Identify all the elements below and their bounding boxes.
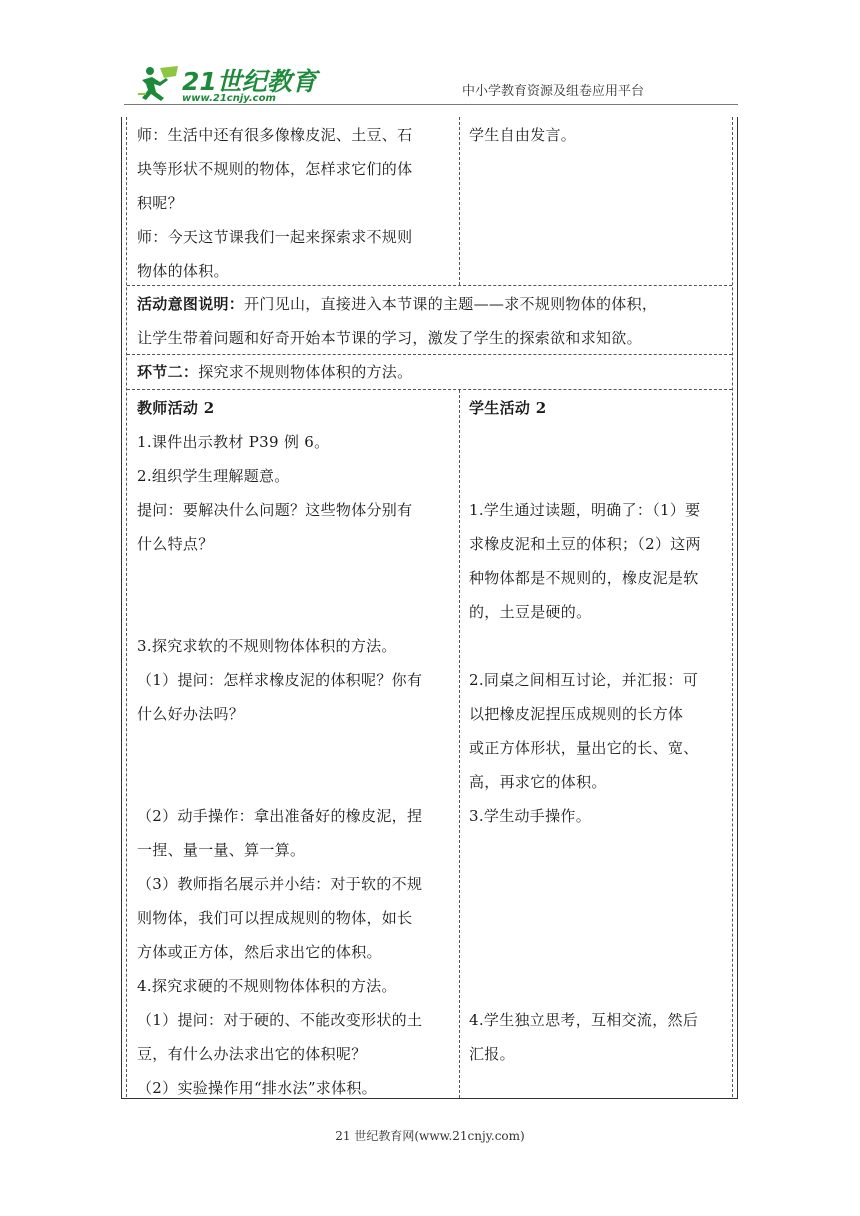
- text-line: 一捏、量一量、算一算。: [137, 841, 306, 859]
- activity-intent-cell: [137, 287, 727, 355]
- text-line: [469, 629, 729, 663]
- text-line: 豆，有什么办法求出它的体积呢？: [137, 1045, 367, 1063]
- text-line: [469, 833, 729, 867]
- text-line: 师：生活中还有很多像橡皮泥、土豆、石: [137, 126, 413, 144]
- teacher-activity-title: 教师活动 2: [137, 399, 215, 417]
- student-intro-cell: [469, 118, 729, 152]
- text-line: [137, 287, 727, 321]
- page-header: [0, 0, 860, 112]
- text-line: [137, 561, 452, 595]
- text-line: [137, 765, 452, 799]
- table-row-section: [127, 355, 732, 390]
- intent-label: 活动意图说明：: [137, 295, 245, 313]
- platform-title: 中小学教育资源及组卷应用平台: [462, 84, 645, 99]
- text-line: 3.学生动手操作。: [469, 807, 592, 825]
- text-line: 学生自由发言。: [469, 126, 577, 144]
- text-line: 方体或正方体，然后求出它的体积。: [137, 943, 382, 961]
- text-line: [469, 901, 729, 935]
- logo-url: www.21cnjy.com: [182, 93, 276, 104]
- teacher-activity-cell: [137, 391, 452, 1105]
- text-line: 种物体都是不规则的，橡皮泥是软: [469, 569, 699, 587]
- text-line: （1）提问：对于硬的、不能改变形状的土: [137, 1011, 423, 1029]
- runner-logo-icon: [136, 64, 182, 104]
- section-label: 环节二：: [137, 363, 199, 381]
- table-row-intro: [127, 117, 732, 286]
- table-inner: [126, 117, 733, 1097]
- text-line: 高，再求它的体积。: [469, 773, 607, 791]
- column-divider: [459, 390, 460, 1098]
- text-line: 物体的体积。: [137, 262, 229, 280]
- text-line: （2）实验操作用“排水法”求体积。: [137, 1079, 377, 1097]
- text-line: 2.组织学生理解题意。: [137, 467, 290, 485]
- header-divider: [124, 104, 738, 105]
- section-cell: [137, 355, 727, 389]
- text-line: 师：今天这节课我们一起来探索求不规则: [137, 228, 413, 246]
- teacher-intro-cell: [137, 118, 452, 288]
- text-line: [469, 459, 729, 493]
- text-line: [469, 867, 729, 901]
- text-line: 什么好办法吗？: [137, 705, 245, 723]
- text-line: 2.同桌之间相互讨论，并汇报：可: [469, 671, 699, 689]
- text-line: （1）提问：怎样求橡皮泥的体积呢？你有: [137, 671, 423, 689]
- lesson-table: [121, 117, 738, 1099]
- logo: [136, 62, 317, 106]
- intent-text: 开门见山，直接进入本节课的主题——求不规则物体的体积，: [244, 295, 658, 313]
- text-line: 则物体，我们可以捏成规则的物体，如长: [137, 909, 413, 927]
- text-line: [137, 595, 452, 629]
- text-line: 3.探究求软的不规则物体体积的方法。: [137, 637, 397, 655]
- text-line: 4.学生独立思考，互相交流，然后: [469, 1011, 699, 1029]
- text-line: [137, 731, 452, 765]
- text-line: [469, 425, 729, 459]
- section-text: 探究求不规则物体体积的方法。: [198, 363, 413, 381]
- text-line: 以把橡皮泥捏压成规则的长方体: [469, 705, 684, 723]
- text-line: 4.探究求硬的不规则物体体积的方法。: [137, 977, 397, 995]
- logo-text: 21世纪教育: [182, 67, 317, 96]
- text-line: 汇报。: [469, 1045, 515, 1063]
- text-line: 1.课件出示教材 P39 例 6。: [137, 433, 330, 451]
- table-row-activities: [127, 390, 732, 1098]
- text-line: 或正方体形状，量出它的长、宽、: [469, 739, 699, 757]
- text-line: 什么特点？: [137, 535, 214, 553]
- text-line: （2）动手操作：拿出准备好的橡皮泥，捏: [137, 807, 423, 825]
- student-activity-title: 学生活动 2: [469, 399, 547, 417]
- page-footer: 21 世纪教育网(www.21cnjy.com): [335, 1129, 525, 1143]
- text-line: 积呢？: [137, 194, 183, 212]
- text-line: 求橡皮泥和土豆的体积；（2）这两: [469, 535, 701, 553]
- text-line: 1.学生通过读题，明确了：（1）要: [469, 501, 701, 519]
- text-line: 提问：要解决什么问题？这些物体分别有: [137, 501, 413, 519]
- text-line: 块等形状不规则的物体，怎样求它们的体: [137, 160, 413, 178]
- student-activity-cell: [469, 391, 729, 1071]
- text-line: [137, 355, 727, 389]
- text-line: 的，土豆是硬的。: [469, 603, 592, 621]
- text-line: 让学生带着问题和好奇开始本节课的学习，激发了学生的探索欲和求知欲。: [137, 329, 642, 347]
- text-line: （3）教师指名展示并小结：对于软的不规: [137, 875, 423, 893]
- table-row-intent: [127, 286, 732, 355]
- text-line: [469, 935, 729, 969]
- column-divider: [459, 117, 460, 285]
- text-line: [469, 969, 729, 1003]
